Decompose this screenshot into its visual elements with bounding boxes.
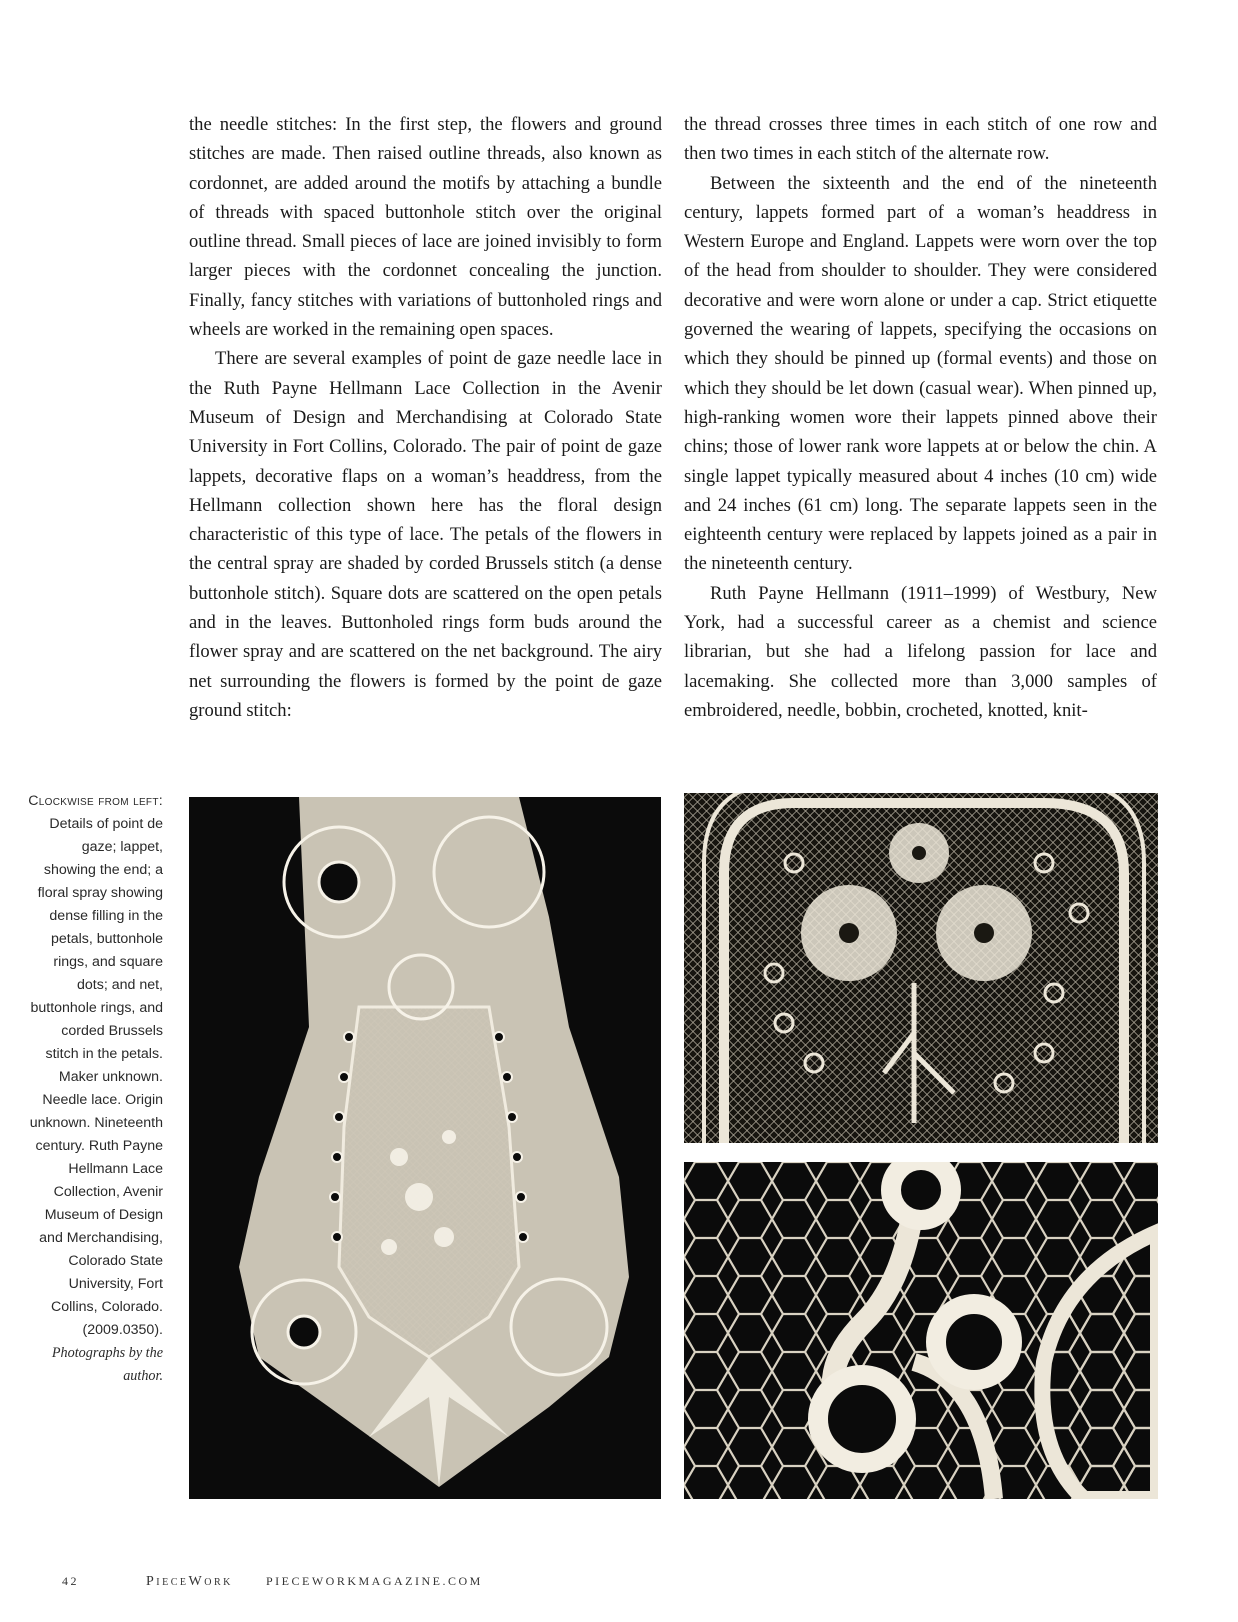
net-detail-photo	[684, 1162, 1158, 1499]
article-column-left	[189, 110, 662, 725]
lappet-photo	[189, 797, 661, 1499]
lappet-lace-image	[189, 797, 661, 1499]
floral-spray-lace-image	[684, 793, 1158, 1143]
paragraph: There are several examples of point de gaze needle lace in the Ruth Payne Hellmann Lace Collection in the Avenir Museum of Design and Merchandising at Colorado State University in Fort Collins, Colorado. The pair of point de gaze lappets, decorative flaps on a woman’s headdress, from the Hellmann collection shown here has the floral design characteristic of this type of lace. The petals of the flowers in the central spray are shaded by corded Brussels stitch (a dense buttonhole stitch). Square dots are scattered on the open petals and in the leaves. Buttonholed rings form buds around the flower spray and are scattered on the net background. The airy net surrounding the flowers is formed by the point de gaze ground stitch:	[189, 348, 662, 721]
magazine-name: PieceWork	[146, 1574, 233, 1589]
page-number: 42	[62, 1574, 79, 1588]
article-column-right	[684, 110, 1157, 725]
paragraph: the thread crosses three times in each stitch of one row and then two times in each stitch of the alternate row.	[684, 114, 1157, 165]
caption-lead: Clockwise from left:	[28, 793, 163, 809]
paragraph: Between the sixteenth and the end of the nineteenth century, lappets formed part of a woman’s headdress in Western Europe and England. Lappets were worn over the top of the head from shoulder to shoulder. They were considered decorative and were worn alone or under a cap. Strict etiquette governed the wearing of lappets, specifying the occasions on which they should be pinned up (formal events) and those on which they should be let down (casual wear). When pinned up, high-ranking women wore their lappets pinned above their chins; those of lower rank wore lappets at or below the chin. A single lappet typically measured about 4 inches (10 cm) wide and 24 inches (61 cm) long. The separate lappets seen in the eighteenth century were replaced by lappets joined as a pair in the nineteenth century.	[684, 172, 1157, 575]
floral-spray-photo	[684, 793, 1158, 1143]
paragraph: the needle stitches: In the first step, the flowers and ground stitches are made. Then raised outline threads, also known as cordonnet, are added around the motifs by attaching a bundle of threads with spaced buttonhole stitch over the original outline thread. Small pieces of lace are joined invisibly to form larger pieces with the cordonnet concealing the junction. Finally, fancy stitches with variations of buttonholed rings and wheels are worked in the remaining open spaces.	[189, 114, 662, 341]
photo-credit: Photographs by the author.	[51, 1345, 163, 1384]
photo-caption	[28, 790, 163, 1388]
paragraph: Ruth Payne Hellmann (1911–1999) of Westbury, New York, had a successful career as a chemist and science librarian, but she had a lifelong passion for lace and lacemaking. She collected more than 3,000 samples of embroidered, needle, bobbin, crocheted, knotted, knit-	[684, 582, 1157, 721]
magazine-url: PIECEWORKMAGAZINE.COM	[266, 1574, 483, 1588]
caption-body: Details of point de gaze; lappet, showing the end; a floral spray showing dense filling in the petals, buttonhole rings, and square dots; and net, buttonhole rings, and corded Brussels stitch in the petals. Maker unknown. Needle lace. Origin unknown. Nineteenth century. Ruth Payne Hellmann Lace Collection, Avenir Museum of Design and Merchandising, Colorado State University, Fort Collins, Colorado. (2009.0350).	[29, 816, 163, 1338]
net-detail-lace-image	[684, 1162, 1158, 1499]
